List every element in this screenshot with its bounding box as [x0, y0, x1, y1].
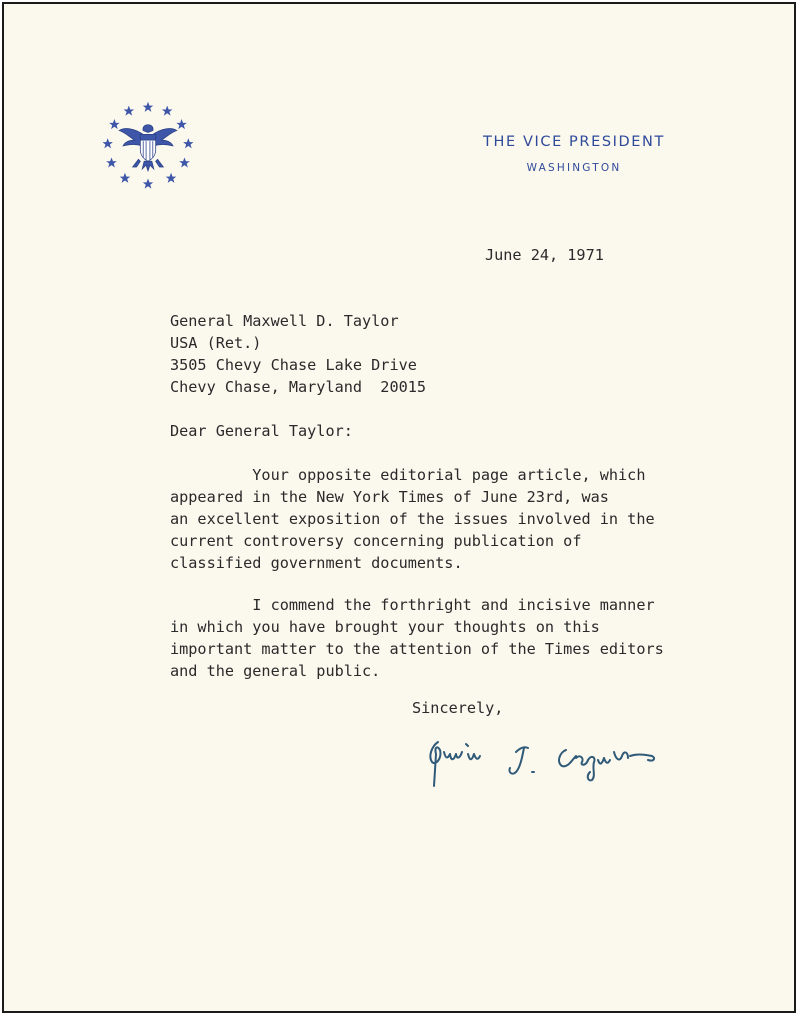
letterhead-title: THE VICE PRESIDENT [483, 134, 665, 150]
closing: Sincerely, [412, 699, 504, 717]
paragraph-line: in which you have brought your thoughts on this [170, 618, 600, 636]
paragraph-line: an excellent exposition of the issues involved in the [170, 510, 655, 528]
address-line: 3505 Chevy Chase Lake Drive [170, 356, 417, 374]
salutation: Dear General Taylor: [170, 422, 353, 440]
recipient-address [170, 310, 426, 398]
handwritten-signature [416, 724, 696, 804]
letter-sheet [2, 2, 796, 1013]
paragraph-line: and the general public. [170, 662, 381, 680]
paragraph-line: current controversy concerning publication of [170, 532, 582, 550]
paragraph-line: I commend the forthright and incisive manner [170, 596, 655, 614]
paragraph-line: important matter to the attention of the Times editors [170, 640, 664, 658]
vice-presidential-seal-icon [100, 96, 196, 192]
paragraph-1 [170, 464, 655, 574]
letter-date: June 24, 1971 [485, 246, 604, 264]
letterhead [444, 134, 704, 174]
address-line: Chevy Chase, Maryland 20015 [170, 378, 427, 396]
address-line: General Maxwell D. Taylor [170, 312, 399, 330]
paragraph-2 [170, 594, 664, 682]
paragraph-line: appeared in the New York Times of June 23rd, was [170, 488, 609, 506]
letterhead-city: WASHINGTON [526, 162, 622, 174]
paragraph-line: Your opposite editorial page article, which [170, 466, 646, 484]
address-line: USA (Ret.) [170, 334, 262, 352]
paragraph-line: classified government documents. [170, 554, 463, 572]
